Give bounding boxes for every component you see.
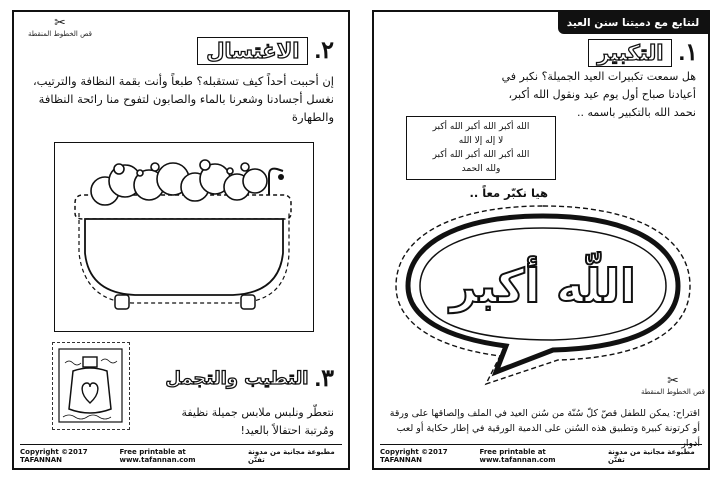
section1-heading: التكبير bbox=[597, 40, 664, 65]
footer-arabic: مطبوعة مجانية من مدونة تفنّن bbox=[247, 448, 335, 464]
section1-number: ١. bbox=[678, 39, 698, 66]
cut-label: قص الخطوط المنقطة bbox=[27, 30, 93, 39]
right-page bbox=[372, 10, 710, 470]
footer-copyright: Copyright ©2017 TAFANNAN bbox=[380, 448, 448, 464]
section2-text: إن أحببت أحداً كيف تستقبله؟ طبعاً وأنت بقمة النظافة والترتيب، نغسل أجسادنا وشعرنا بالماء والصابون لتفوح منا رائحة النظافة والطهارة bbox=[32, 74, 334, 124]
scissors-icon: ✂ bbox=[54, 15, 66, 31]
section3-title bbox=[165, 364, 334, 393]
cut-guide-right bbox=[640, 374, 706, 397]
cut-label-right: قص الخطوط المنقطة bbox=[640, 388, 706, 397]
perfume-bottle-icon bbox=[53, 343, 128, 428]
left-page bbox=[12, 10, 350, 470]
section3-number: ٣. bbox=[314, 365, 334, 392]
section3-text: نتعطّر ونلبس ملابس جميلة نظيفة ومُرتبة احتفالاً بالعيد! bbox=[181, 406, 334, 437]
bubble-text: اللّه أكبر bbox=[450, 259, 636, 313]
footer-arabic: مطبوعة مجانية من مدونة تفنّن bbox=[607, 448, 695, 464]
section3-heading: التطيب والتجمل bbox=[165, 368, 309, 389]
page-header: لنتابع مع دميتنا سنن العيد bbox=[558, 12, 708, 34]
section1-text: هل سمعت تكبيرات العيد الجميلة؟ نكبر في أعيادنا صباح أول يوم عيد ونقول الله أكبر، نحمد الله بالتكبير باسمه .. bbox=[501, 70, 696, 119]
perfume-frame bbox=[52, 342, 130, 430]
takbir-box bbox=[406, 116, 556, 180]
footer-right bbox=[380, 444, 702, 464]
cut-guide bbox=[20, 16, 100, 39]
bathtub-frame bbox=[54, 142, 314, 332]
takbir-line-3: الله أكبر الله أكبر الله أكبر bbox=[432, 150, 530, 160]
takbir-line-1: الله أكبر الله أكبر الله أكبر bbox=[432, 122, 530, 132]
takbir-line-4: ولله الحمد bbox=[461, 164, 501, 174]
suggestion-text: اقتراح: يمكن للطفل قصّ كلّ سُنّة من سُنن العيد في الملف وإلصاقها على ورقة أو كرتونة كبيرة وتطبيق هذه السُنن على الدمية الورقية في إطار حكاية أو لعب أدوار bbox=[389, 408, 700, 449]
section2-number: ٢. bbox=[314, 37, 334, 64]
bathtub-illustration bbox=[55, 143, 313, 331]
footer bbox=[20, 444, 342, 464]
prompt-text: هيا نكبّر معاً .. bbox=[469, 186, 548, 200]
section2-heading: الاغتسال bbox=[206, 38, 300, 63]
section2-title bbox=[197, 36, 334, 65]
takbir-line-2: لا إله إلا الله bbox=[458, 136, 504, 146]
section1-title bbox=[588, 38, 698, 67]
speech-bubble bbox=[388, 198, 698, 388]
footer-free-printable: Free printable at www.tafannan.com bbox=[119, 448, 196, 464]
scissors-icon: ✂ bbox=[667, 373, 679, 389]
footer-copyright: Copyright ©2017 TAFANNAN bbox=[20, 448, 88, 464]
footer-free-printable: Free printable at www.tafannan.com bbox=[479, 448, 556, 464]
